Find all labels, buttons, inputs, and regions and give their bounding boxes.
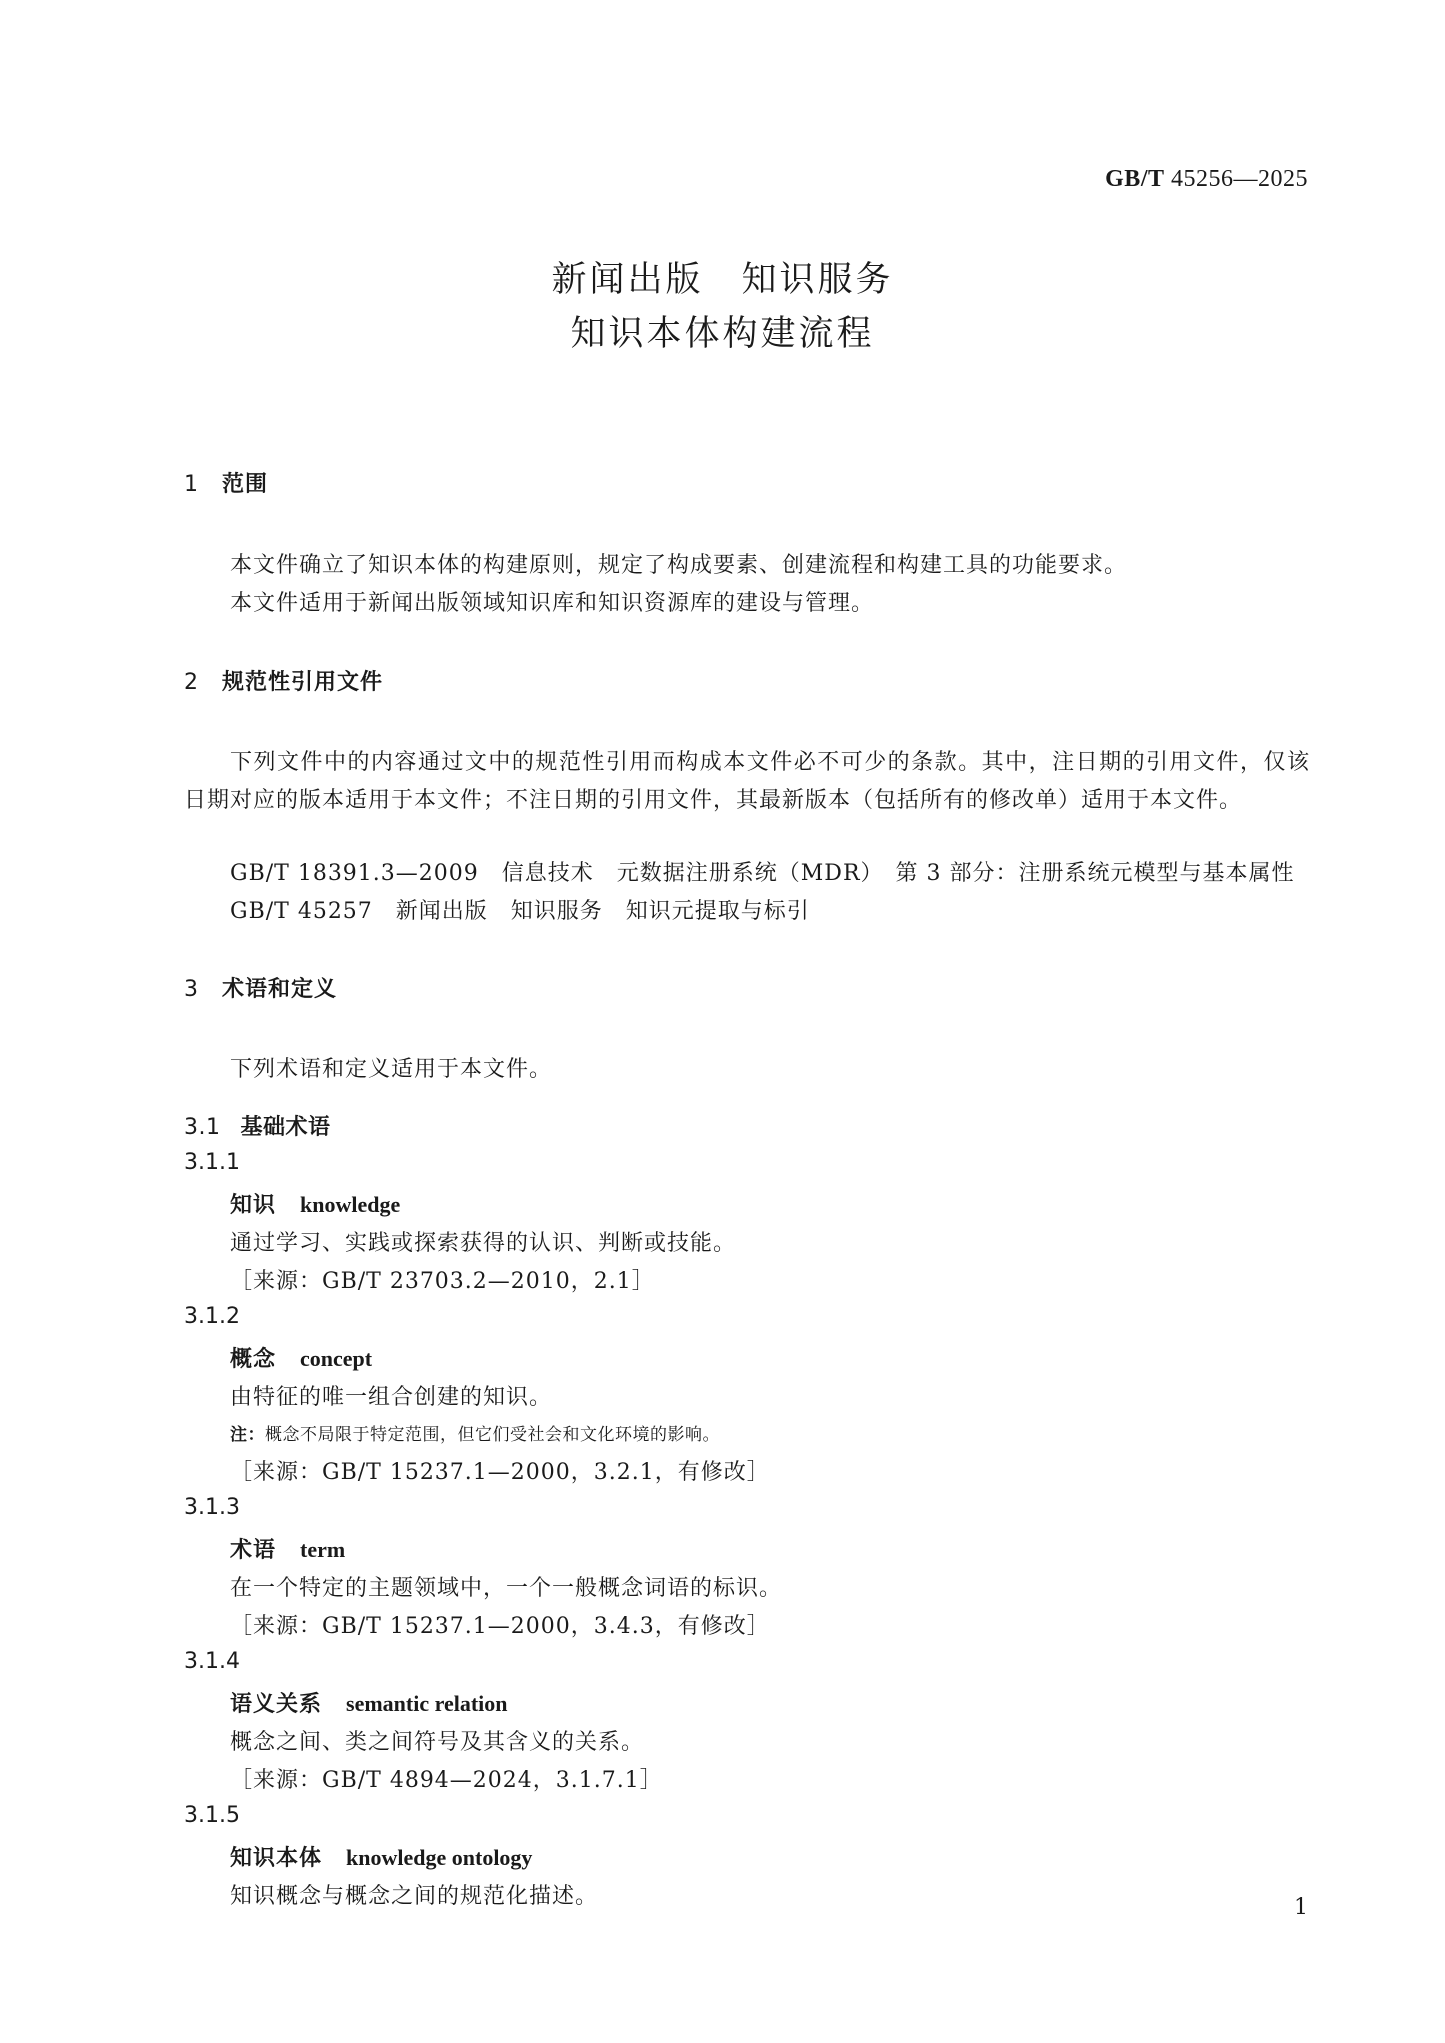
section-3-paragraph: 下列术语和定义适用于本文件。 [230, 1057, 553, 1082]
term-number: 3.1.3 [184, 1495, 240, 1520]
note-text: 概念不局限于特定范围，但它们受社会和文化环境的影响。 [265, 1425, 720, 1445]
term-source: ［来源：GB/T 4894—2024，3.1.7.1］ [230, 1768, 663, 1793]
term-chinese: 术语 [230, 1538, 277, 1563]
term-chinese: 知识 [230, 1193, 277, 1218]
term-number: 3.1.5 [184, 1803, 240, 1828]
section-2-paragraph: 下列文件中的内容通过文中的规范性引用而构成本文件必不可少的条款。其中，注日期的引用文件，仅该日期对应的版本适用于本文件；不注日期的引用文件，其最新版本（包括所有的修改单）适用于本文件。 [184, 750, 1310, 813]
normative-reference-2: GB/T 45257 新闻出版 知识服务 知识元提取与标引 [230, 899, 810, 924]
subsection-number: 3.1 [184, 1115, 221, 1140]
standard-code-prefix: GB/T [1105, 166, 1165, 192]
section-1-number: 1 [184, 472, 199, 497]
section-3-title: 术语和定义 [222, 977, 338, 1002]
standard-code-number: 45256—2025 [1164, 166, 1308, 192]
term-definition: 通过学习、实践或探索获得的认识、判断或技能。 [230, 1231, 737, 1256]
section-1-title: 范围 [222, 472, 269, 497]
subsection-3-1-heading [184, 1110, 331, 1141]
term-definition: 在一个特定的主题领域中，一个一般概念词语的标识。 [230, 1576, 783, 1601]
term-english: concept [300, 1346, 373, 1371]
subsection-title: 基础术语 [240, 1115, 331, 1140]
term-heading [230, 1342, 372, 1373]
term-definition: 知识概念与概念之间的规范化描述。 [230, 1884, 599, 1909]
term-heading [230, 1687, 508, 1718]
term-source: ［来源：GB/T 15237.1—2000，3.4.3，有修改］ [230, 1614, 770, 1639]
normative-reference-1: GB/T 18391.3—2009 信息技术 元数据注册系统（MDR） 第 3 部分：注册系统元模型与基本属性 [230, 861, 1295, 886]
term-number: 3.1.1 [184, 1150, 240, 1175]
section-3-number: 3 [184, 977, 199, 1002]
term-heading [230, 1188, 400, 1219]
page-number: 1 [1294, 1895, 1308, 1920]
term-chinese: 概念 [230, 1347, 277, 1372]
document-title-line-2: 知识本体构建流程 [570, 314, 875, 354]
term-note [230, 1420, 720, 1445]
term-definition: 由特征的唯一组合创建的知识。 [230, 1385, 553, 1410]
term-heading [230, 1841, 532, 1872]
term-number: 3.1.2 [184, 1304, 240, 1329]
section-1-heading [184, 467, 268, 498]
section-1-paragraph-1: 本文件确立了知识本体的构建原则，规定了构成要素、创建流程和构建工具的功能要求。 [230, 553, 1128, 578]
note-label: 注： [230, 1425, 265, 1445]
term-chinese: 知识本体 [230, 1846, 323, 1871]
term-source: ［来源：GB/T 23703.2—2010，2.1］ [230, 1269, 655, 1294]
section-2-heading [184, 665, 383, 696]
term-english: semantic relation [346, 1691, 508, 1716]
term-english: knowledge ontology [346, 1845, 533, 1870]
section-2-number: 2 [184, 670, 199, 695]
section-3-heading [184, 972, 337, 1003]
section-1-paragraph-2: 本文件适用于新闻出版领域知识库和知识资源库的建设与管理。 [230, 591, 875, 616]
section-2-title: 规范性引用文件 [222, 670, 384, 695]
document-title-line-1: 新闻出版 知识服务 [551, 260, 894, 300]
term-chinese: 语义关系 [230, 1692, 323, 1717]
term-source: ［来源：GB/T 15237.1—2000，3.2.1，有修改］ [230, 1460, 770, 1485]
term-definition: 概念之间、类之间符号及其含义的关系。 [230, 1730, 645, 1755]
standard-code [1105, 166, 1308, 193]
term-heading [230, 1533, 345, 1564]
term-english: knowledge [300, 1192, 401, 1217]
term-english: term [300, 1537, 346, 1562]
term-number: 3.1.4 [184, 1649, 240, 1674]
